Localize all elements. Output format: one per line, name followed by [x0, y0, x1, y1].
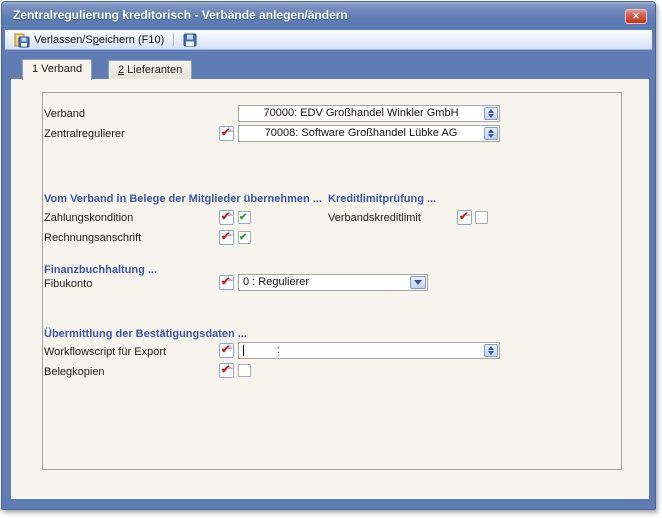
toolbar-separator	[173, 33, 174, 47]
tab-verband-label: 1 Verband	[32, 63, 83, 75]
red-checkmark-icon: ✔	[221, 364, 231, 376]
rechnungsanschrift-apply-icon[interactable]	[219, 230, 234, 245]
red-checkmark-icon: ✔	[221, 231, 231, 243]
verbandskreditlimit-checkbox[interactable]	[475, 211, 488, 224]
zahlungskondition-checkbox[interactable]	[238, 211, 251, 224]
verbandskreditlimit-apply-icon[interactable]	[457, 210, 472, 225]
section-uebernehmen-header: Vom Verband in Belege der Mitglieder übernehmen ...	[44, 193, 322, 205]
workflowscript-value: :	[277, 344, 281, 356]
belegkopien-apply-icon[interactable]	[219, 363, 234, 378]
spin-up-icon	[488, 346, 494, 350]
zahlungskondition-apply-icon[interactable]	[219, 210, 234, 225]
app-window	[1, 1, 656, 510]
window-title: Zentralregulierung kreditorisch - Verbände anlegen/ändern	[13, 8, 348, 22]
verband-spinner-button[interactable]	[484, 107, 498, 120]
tab-page-verband	[11, 79, 649, 499]
save-button[interactable]	[178, 31, 202, 49]
section-kreditlimit-header: Kreditlimitprüfung ...	[328, 193, 437, 205]
red-checkmark-icon: ✔	[221, 344, 231, 356]
section-finanzbuchhaltung-header: Finanzbuchhaltung ...	[44, 264, 158, 276]
verbandskreditlimit-label: Verbandskreditlimit	[328, 212, 421, 224]
fibukonto-label: Fibukonto	[44, 278, 93, 290]
workflowscript-input[interactable]	[238, 342, 500, 359]
section-uebermittlung-header: Übermittlung der Bestätigungsdaten ...	[44, 328, 247, 340]
save-exit-label: Verlassen/Speichern (F10)	[34, 33, 165, 46]
fibukonto-dropdown[interactable]	[238, 274, 428, 291]
spin-down-icon	[488, 351, 494, 355]
rechnungsanschrift-label: Rechnungsanschrift	[44, 232, 142, 244]
verband-value: 70000: EDV Großhandel Winkler GmbH	[263, 107, 459, 119]
tab-verband[interactable]	[22, 59, 92, 80]
close-button[interactable]	[625, 9, 647, 24]
titlebar	[2, 2, 655, 29]
close-icon: ✕	[632, 11, 640, 21]
spin-down-icon	[488, 134, 494, 138]
spin-up-icon	[488, 109, 494, 113]
spin-down-icon	[488, 114, 494, 118]
zentralregulierer-value: 70008: Software Großhandel Lübke AG	[264, 127, 458, 139]
spin-up-icon	[488, 129, 494, 133]
red-checkmark-icon: ✔	[221, 276, 231, 288]
tab-lieferanten[interactable]	[108, 60, 192, 80]
save-disk-icon	[182, 32, 198, 48]
zahlungskondition-label: Zahlungskondition	[44, 212, 134, 224]
green-checkmark-icon: ✔	[239, 212, 248, 223]
workflowscript-spinner-button[interactable]	[484, 344, 498, 357]
workflowscript-apply-icon[interactable]	[219, 343, 234, 358]
rechnungsanschrift-checkbox[interactable]	[238, 231, 251, 244]
red-checkmark-icon: ✔	[221, 211, 231, 223]
save-exit-button[interactable]	[9, 31, 169, 49]
red-checkmark-icon: ✔	[221, 127, 231, 139]
toolbar	[5, 30, 652, 50]
fibukonto-dropdown-button[interactable]	[410, 276, 426, 289]
zentralregulierer-apply-icon[interactable]	[219, 126, 234, 141]
verband-label: Verband	[44, 108, 85, 120]
fibukonto-apply-icon[interactable]	[219, 275, 234, 290]
workflowscript-label: Workflowscript für Export	[44, 346, 167, 358]
red-checkmark-icon: ✔	[459, 211, 469, 223]
fibukonto-value: 0 : Regulierer	[243, 276, 310, 288]
verband-combo[interactable]	[238, 105, 500, 122]
green-checkmark-icon: ✔	[239, 232, 248, 243]
belegkopien-label: Belegkopien	[44, 366, 105, 378]
belegkopien-checkbox[interactable]	[238, 364, 251, 377]
dropdown-arrow-icon	[414, 280, 422, 285]
zentralregulierer-label: Zentralregulierer	[44, 128, 125, 140]
tab-lieferanten-label: 2 Lieferanten	[118, 64, 183, 76]
zentralregulierer-combo[interactable]	[238, 125, 500, 142]
zentralregulierer-spinner-button[interactable]	[484, 127, 498, 140]
exit-save-icon	[14, 32, 30, 48]
